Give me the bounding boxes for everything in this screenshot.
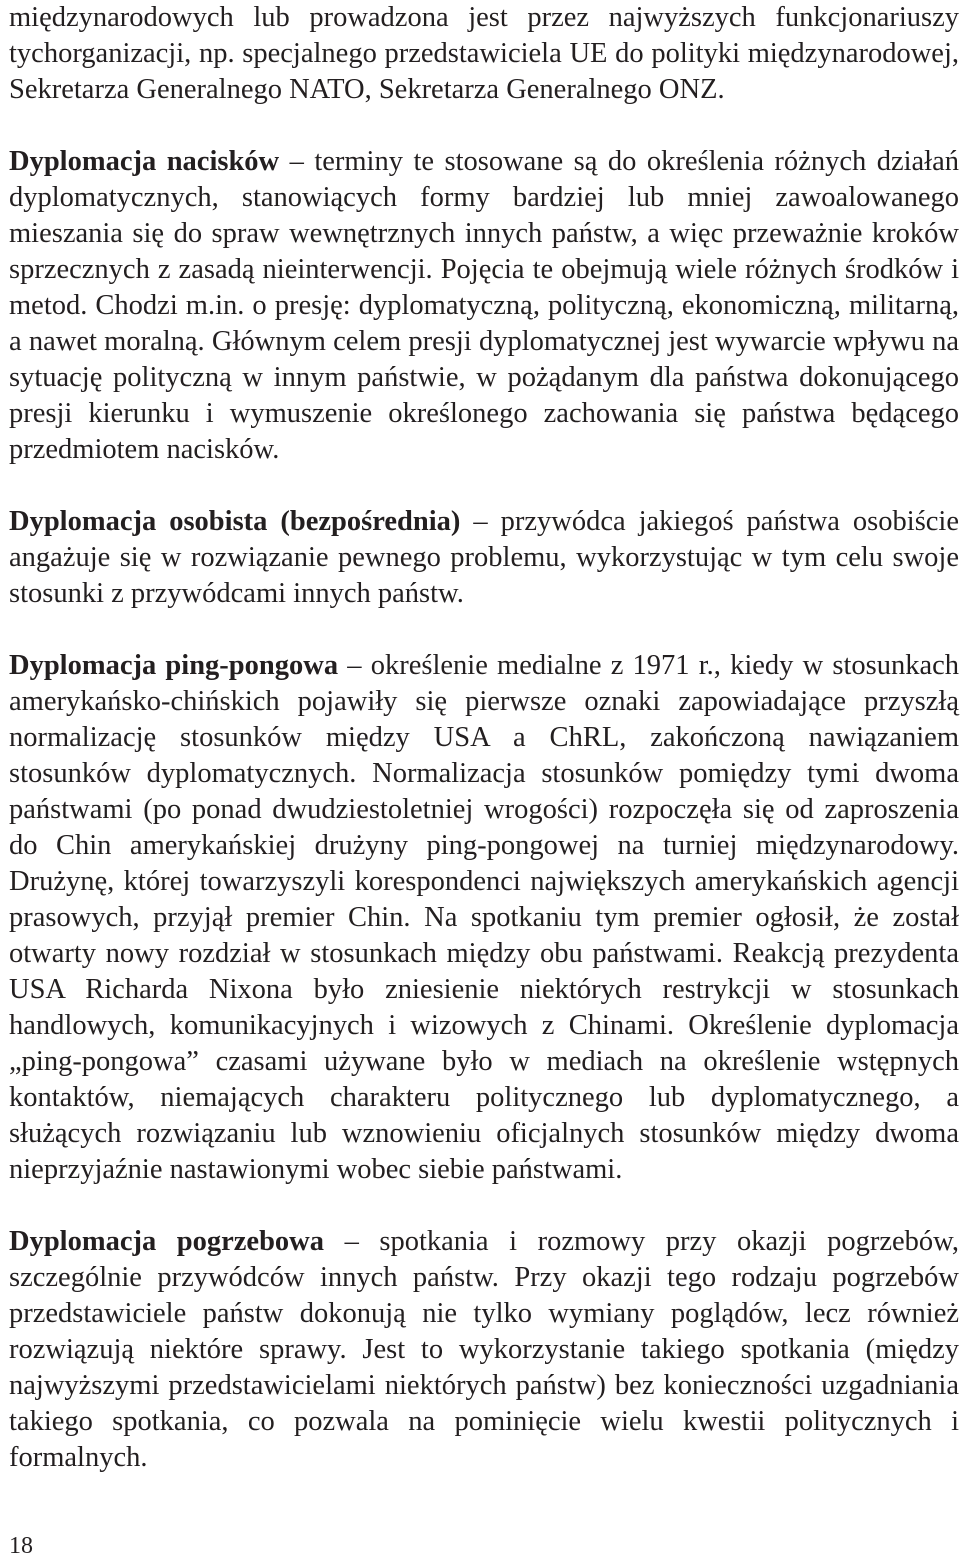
paragraph-dyplomacja-osobista <box>9 504 959 612</box>
paragraph-dyplomacja-naciskow <box>9 144 959 468</box>
paragraph-text: określenie medialne z 1971 r., kiedy w stosunkach amerykańsko-chińskich pojawiły się pierwsze oznaki zapowiadające przyszłą normalizację stosunków między USA a ChRL, zakończoną nawiązaniem stosunków dyplomatycznych. Normalizacja stosunków pomiędzy tymi dwoma państwami (po ponad dwudziestoletniej wrogości) rozpoczęła się od zaproszenia do Chin amerykańskiej drużyny ping-pongowej na turniej międzynarodowy. Drużynę, której towarzyszyli korespondenci największych amerykańskich agencji prasowych, przyjął premier Chin. Na spotkaniu tym premier ogłosił, że został otwarty nowy rozdział w stosunkach między obu państwami. Reakcją prezydenta USA Richarda Nixona było zniesienie niektórych restrykcji w stosunkach handlowych, komunikacyjnych i wizowych z Chinami. Określenie dyplomacja „ping-pongowa” czasami używane było w mediach na określenie wstępnych kontaktów, niemających charakteru politycznego lub dyplomatycznego, a służących rozwiązaniu lub wznowieniu oficjalnych stosunków między dwoma nieprzyjaźnie nastawionymi wobec siebie państwami. <box>9 650 960 1185</box>
page-number: 18 <box>9 1533 33 1559</box>
paragraph-dyplomacja-pogrzebowa <box>9 1224 959 1476</box>
term-dash: – <box>473 506 488 537</box>
term-dash: – <box>289 146 304 177</box>
paragraph-text: przywódca jakiegoś państwa osobiście angażuje się w rozwiązanie pewnego problemu, wykorzystując w tym celu swoje stosunki z przywódcami innych państw. <box>9 506 959 609</box>
paragraph-text: spotkania i rozmowy przy okazji pogrzebów, szczególnie przywódców innych państw. Przy okazji tego rodzaju pogrzebów przedstawiciele państw dokonują nie tylko wymiany poglądów, lecz również rozwiązują niektóre sprawy. Jest to wykorzystanie takiego spotkania (między najwyższymi przedstawicielami niektórych państw) bez konieczności uzgadniania takiego spotkania, co pozwala na pominięcie wielu kwestii politycznych i formalnych. <box>9 1226 960 1473</box>
paragraph-text: międzynarodowych lub prowadzona jest przez najwyższych funkcjonariuszy tychorganizacji, np. specjalnego przedstawiciela UE do polityki międzynarodowej, Sekretarza Generalnego NATO, Sekretarza Generalnego ONZ. <box>9 2 959 105</box>
paragraph-continuation <box>9 0 959 108</box>
paragraph-dyplomacja-ping-pongowa <box>9 648 959 1188</box>
paragraph-text: terminy te stosowane są do określenia różnych działań dyplomatycznych, stanowiących formy bardziej lub mniej zawoalowanego mieszania się do spraw wewnętrznych innych państw, a więc przeważnie kroków sprzecznych z zasadą nieinterwencji. Pojęcia te obejmują wiele różnych środków i metod. Chodzi m.in. o presję: dyplomatyczną, polityczną, ekonomiczną, militarną, a nawet moralną. Głównym celem presji dyplomatycznej jest wywarcie wpływu na sytuację polityczną w innym państwie, w pożądanym dla państwa dokonującego presji kierunku i wymuszenie określonego zachowania się państwa będącego przedmiotem nacisków. <box>9 146 959 465</box>
term-heading: Dyplomacja ping-pongowa <box>9 650 339 681</box>
document-page <box>9 0 959 1476</box>
term-dash: – <box>347 650 362 681</box>
term-dash: – <box>344 1226 359 1257</box>
term-heading: Dyplomacja pogrzebowa <box>9 1226 325 1257</box>
term-heading: Dyplomacja osobista (bezpośrednia) <box>9 506 461 537</box>
term-heading: Dyplomacja nacisków <box>9 146 280 177</box>
